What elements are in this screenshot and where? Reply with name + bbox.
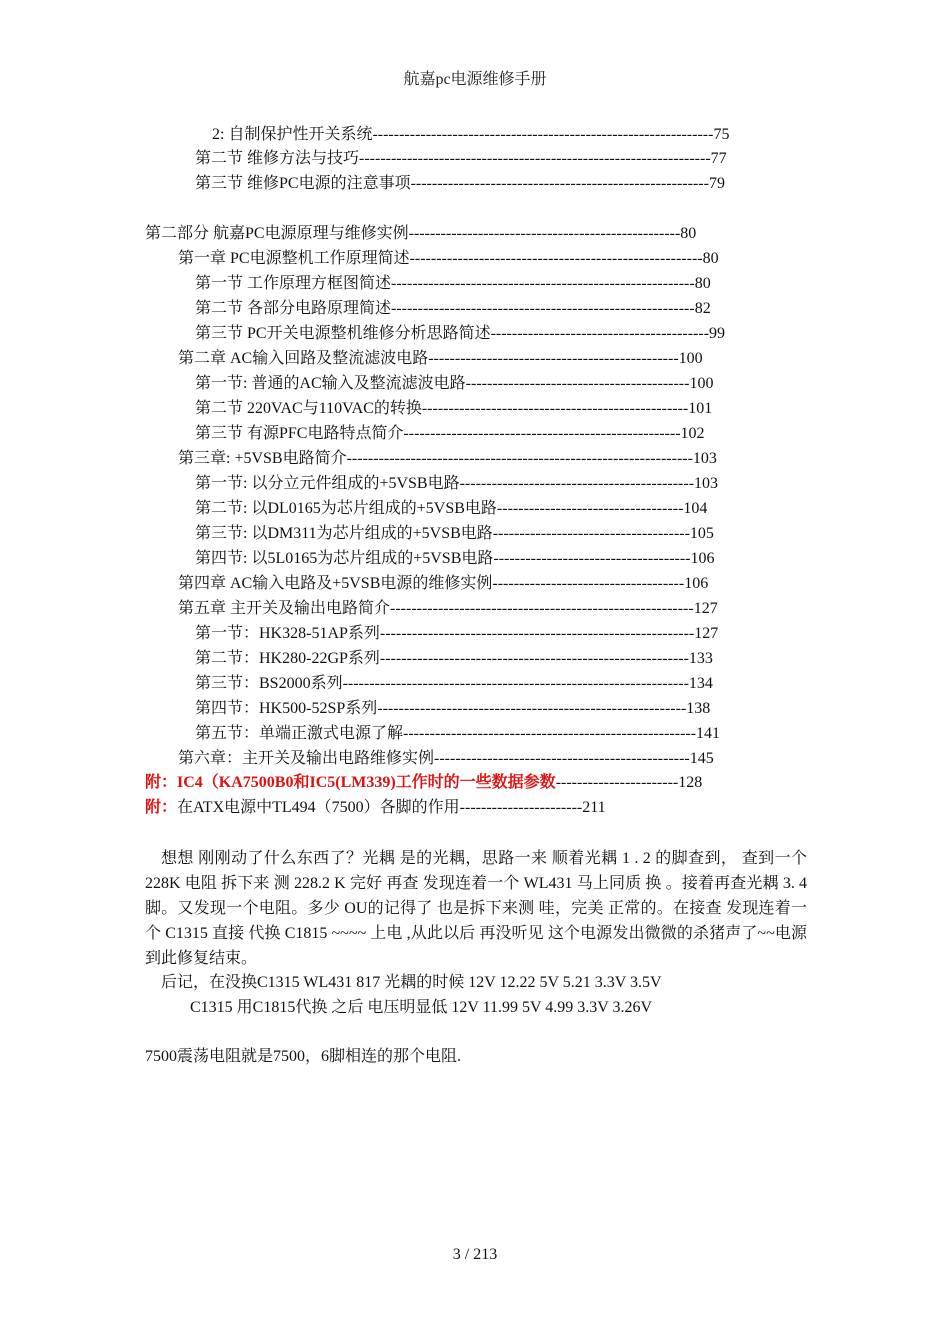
toc-entry: 第一节 工作原理方框图简述---------------------------------------------------------80 xyxy=(195,275,711,292)
appendix-page: -----------------------128 xyxy=(555,774,703,791)
toc-entry: 第一节: 以分立元件组成的+5VSB电路--------------------------------------------103 xyxy=(195,475,719,492)
toc-entry: 第六章：主开关及输出电路维修实例------------------------------------------------145 xyxy=(178,750,714,767)
toc-entry: 2: 自制保护性开关系统----------------------------------------------------------------75 xyxy=(212,126,730,143)
toc-entry: 第四节：HK500-52SP系列----------------------------------------------------------138 xyxy=(195,700,711,717)
appendix-line-2 xyxy=(145,798,606,818)
toc-entry: 第三节: 以DM311为芯片组成的+5VSB电路-------------------------------------105 xyxy=(195,525,714,542)
toc-entry: 第三节 PC开关电源整机维修分析思路简述-----------------------------------------99 xyxy=(195,325,726,342)
toc-entry: 第二节: 以DL0165为芯片组成的+5VSB电路-----------------------------------104 xyxy=(195,500,708,517)
body-line-postscript: 后记，在没换C1315 WL431 817 光耦的时候 12V 12.22 5V 5.21 3.3V 3.5V xyxy=(161,974,662,991)
body-paragraph: 想想 刚刚动了什么东西了？光耦 是的光耦，思路一来 顺着光耦 1 . 2 的脚查到， 查到一个228K 电阻 拆下来 测 228.2 K 完好 再查 发现连着一个 WL431 马上同质 换 。接着再查光耦 3. 4 脚。又发现一个电阻。多少 OU的记得了 也是拆下来测 哇，完美 正常的。在接查 发现连着一个 C1315 直接 代换 C1815 ~~~~ 上电 ,从此以后 再没听见 这个电源发出微微的杀猪声了~~电源到此修复结束。 xyxy=(145,850,807,967)
toc-entry: 第三章: +5VSB电路简介-----------------------------------------------------------------103 xyxy=(178,450,717,467)
appendix-line-1 xyxy=(145,773,702,793)
page-header: 航嘉pc电源维修手册 xyxy=(403,71,547,88)
toc-entry: 第一节：HK328-51AP系列-----------------------------------------------------------127 xyxy=(195,625,719,642)
page-number: 3 / 213 xyxy=(452,1246,498,1263)
toc-entry: 第三节 有源PFC电路特点简介----------------------------------------------------102 xyxy=(195,425,705,442)
toc-entry: 第一节: 普通的AC输入及整流滤波电路------------------------------------------100 xyxy=(195,375,714,392)
toc-entry: 第一章 PC电源整机工作原理简述-------------------------------------------------------80 xyxy=(178,250,719,267)
appendix-prefix: 附： xyxy=(145,799,178,816)
toc-entry: 第二节：HK280-22GP系列----------------------------------------------------------133 xyxy=(195,650,713,667)
toc-entry: 第三节：BS2000系列-----------------------------------------------------------------134 xyxy=(195,675,713,692)
toc-entry: 第二节 各部分电路原理简述---------------------------------------------------------82 xyxy=(195,300,711,317)
toc-entry: 第四章 AC输入电路及+5VSB电源的维修实例------------------------------------106 xyxy=(178,575,709,592)
toc-entry: 第二节 维修方法与技巧------------------------------------------------------------------77 xyxy=(195,150,727,167)
appendix-title: IC4（KA7500B0和IC5(LM339)工作时的一些数据参数 xyxy=(177,774,556,791)
body-line-replacement: C1315 用C1815代换 之后 电压明显低 12V 11.99 5V 4.99 3.3V 3.26V xyxy=(190,999,653,1016)
toc-entry: 第二部分 航嘉PC电源原理与维修实例---------------------------------------------------80 xyxy=(145,225,697,242)
body-line-oscillator: 7500震荡电阻就是7500，6脚相连的那个电阻. xyxy=(145,1048,462,1065)
toc-entry: 第三节 维修PC电源的注意事项--------------------------------------------------------79 xyxy=(195,175,725,192)
toc-entry: 第五章 主开关及输出电路简介---------------------------------------------------------127 xyxy=(178,600,718,617)
toc-entry: 第五节：单端正激式电源了解-------------------------------------------------------141 xyxy=(195,725,721,742)
appendix-title: 在ATX电源中TL494（7500）各脚的作用-----------------------211 xyxy=(177,799,606,816)
appendix-prefix: 附： xyxy=(145,774,178,791)
toc-entry: 第四节: 以5L0165为芯片组成的+5VSB电路-------------------------------------106 xyxy=(195,550,715,567)
toc-entry: 第二节 220VAC与110VAC的转换--------------------------------------------------101 xyxy=(195,400,713,417)
toc-entry: 第二章 AC输入回路及整流滤波电路-----------------------------------------------100 xyxy=(178,350,703,367)
